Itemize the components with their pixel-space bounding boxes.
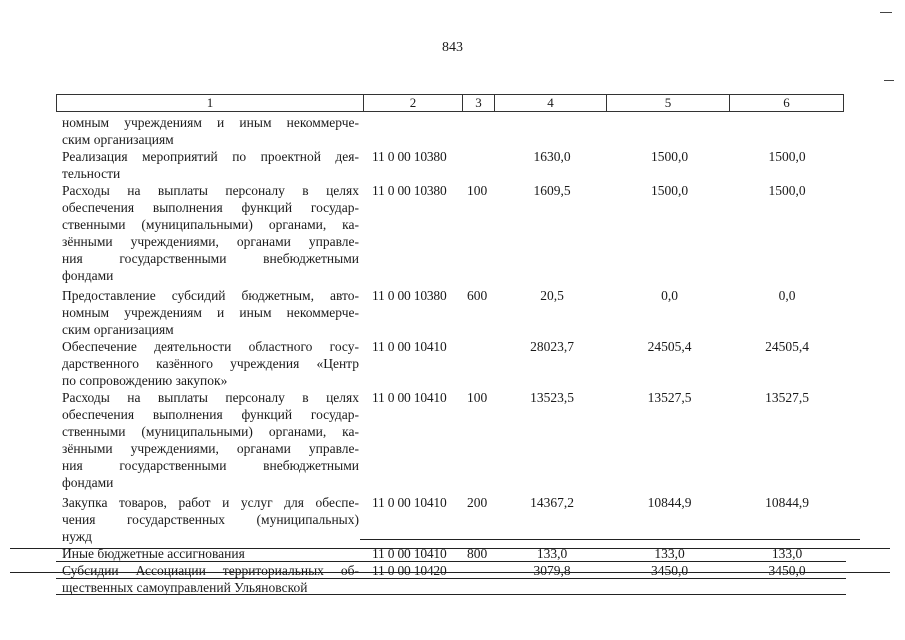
row-value-4: 1609,5 bbox=[533, 183, 571, 198]
table-header bbox=[56, 94, 844, 112]
row-value-6: 24505,4 bbox=[765, 339, 809, 354]
description-line: ния государственными внебюджетными bbox=[62, 458, 359, 473]
row-code: 11 0 00 10410 bbox=[372, 339, 447, 354]
description-line: ния государственными внебюджетными bbox=[62, 251, 359, 266]
row-value-6: 1500,0 bbox=[768, 149, 806, 164]
description-line: Расходы на выплаты персоналу в целях bbox=[62, 390, 359, 405]
scan-rule bbox=[10, 572, 890, 573]
description-line: Реализация мероприятий по проектной дея- bbox=[62, 149, 359, 164]
description-line: нужд bbox=[62, 529, 92, 544]
description-line: фондами bbox=[62, 475, 114, 490]
row-value-5: 3450,0 bbox=[650, 563, 689, 578]
row-code: 11 0 00 10410 bbox=[372, 390, 447, 405]
description-line: Расходы на выплаты персоналу в целях bbox=[62, 183, 359, 198]
description-line: номным учреждениям и иным некоммерче- bbox=[62, 115, 359, 130]
description-line: обеспечения выполнения функций государ- bbox=[62, 200, 359, 215]
row-type: 600 bbox=[467, 288, 488, 303]
header-cell-6: 6 bbox=[783, 95, 790, 110]
description-line: Предоставление субсидий бюджетным, авто- bbox=[62, 288, 359, 303]
row-code: 11 0 00 10410 bbox=[372, 495, 447, 510]
row-value-6: 13527,5 bbox=[765, 390, 809, 405]
row-code: 11 0 00 10420 bbox=[372, 563, 447, 578]
description-line: фондами bbox=[62, 268, 114, 283]
header-cell-4: 4 bbox=[495, 95, 607, 111]
row-value-5: 1500,0 bbox=[650, 149, 689, 164]
row-value-6: 3450,0 bbox=[768, 563, 806, 578]
scan-mark bbox=[880, 12, 892, 13]
row-type: 200 bbox=[467, 495, 488, 510]
scan-rule bbox=[360, 539, 860, 540]
row-value-5: 133,0 bbox=[654, 546, 685, 561]
row-value-5: 1500,0 bbox=[650, 183, 689, 198]
row-value-4: 133,0 bbox=[536, 546, 568, 561]
description-line: ственными (муниципальными) органами, ка- bbox=[62, 424, 359, 439]
description-line: номным учреждениям и иным некоммерче- bbox=[62, 305, 359, 320]
row-value-6: 0,0 bbox=[778, 288, 796, 303]
header-cell-2: 2 bbox=[364, 95, 463, 111]
description-line: ским организациям bbox=[62, 322, 174, 337]
description-line: ским организациям bbox=[62, 132, 174, 147]
row-code: 11 0 00 10380 bbox=[372, 183, 447, 198]
description-line: чения государственных (муниципальных) bbox=[62, 512, 359, 527]
description-line: Иные бюджетные ассигнования bbox=[62, 546, 245, 561]
row-description bbox=[62, 562, 359, 596]
header-cell-3: 3 bbox=[463, 95, 495, 111]
description-line: Субсидии Ассоциации территориальных об- bbox=[62, 563, 359, 578]
row-value-4: 13523,5 bbox=[530, 390, 574, 405]
page-number: 843 bbox=[442, 40, 463, 55]
row-value-4: 28023,7 bbox=[530, 339, 574, 354]
row-description bbox=[62, 182, 359, 284]
row-value-4: 20,5 bbox=[540, 288, 564, 303]
description-line: по сопровождению закупок» bbox=[62, 373, 228, 388]
row-description bbox=[62, 114, 359, 148]
description-line: ственными (муниципальными) органами, ка- bbox=[62, 217, 359, 232]
header-cell-5: 5 bbox=[607, 95, 730, 111]
row-value-6: 10844,9 bbox=[765, 495, 809, 510]
description-line: Закупка товаров, работ и услуг для обеспе- bbox=[62, 495, 359, 510]
description-line: зёнными учреждениями, органами управле- bbox=[62, 234, 359, 249]
description-line: обеспечения выполнения функций государ- bbox=[62, 407, 359, 422]
header-cell-1: 1 bbox=[57, 95, 364, 111]
row-code: 11 0 00 10410 bbox=[372, 546, 447, 561]
strike-line bbox=[56, 594, 846, 595]
strike-line bbox=[56, 578, 846, 579]
description-line: щественных самоуправлений Ульяновской bbox=[62, 580, 308, 595]
row-description bbox=[62, 338, 359, 389]
row-description bbox=[62, 287, 359, 338]
row-type: 100 bbox=[467, 183, 488, 198]
row-type: 800 bbox=[467, 546, 488, 561]
description-line: дарственного казённого учреждения «Центр bbox=[62, 356, 359, 371]
row-type: 100 bbox=[467, 390, 488, 405]
description-line: Обеспечение деятельности областного госу- bbox=[62, 339, 359, 354]
description-line: зёнными учреждениями, органами управле- bbox=[62, 441, 359, 456]
row-value-4: 14367,2 bbox=[530, 495, 574, 510]
row-value-5: 24505,4 bbox=[647, 339, 692, 354]
scan-rule bbox=[10, 548, 890, 549]
description-line: тельности bbox=[62, 166, 121, 181]
row-code: 11 0 00 10380 bbox=[372, 288, 447, 303]
row-value-5: 13527,5 bbox=[647, 390, 692, 405]
row-description bbox=[62, 148, 359, 182]
row-value-6: 1500,0 bbox=[768, 183, 806, 198]
strike-line bbox=[56, 561, 846, 562]
row-value-4: 1630,0 bbox=[533, 149, 571, 164]
scan-mark bbox=[884, 80, 894, 81]
row-description bbox=[62, 389, 359, 491]
row-value-5: 10844,9 bbox=[647, 495, 692, 510]
row-code: 11 0 00 10380 bbox=[372, 149, 447, 164]
row-value-4: 3079,8 bbox=[533, 563, 571, 578]
row-value-5: 0,0 bbox=[661, 288, 678, 303]
row-description bbox=[62, 494, 359, 545]
row-value-6: 133,0 bbox=[771, 546, 803, 561]
